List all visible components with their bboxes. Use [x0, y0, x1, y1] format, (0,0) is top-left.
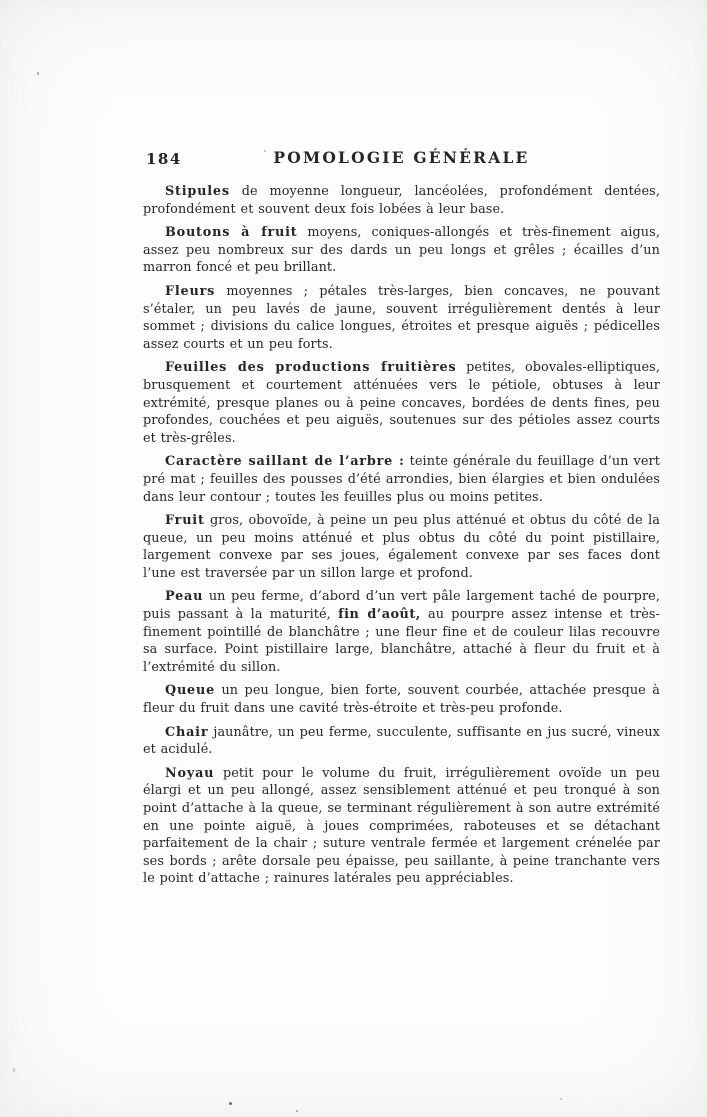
paragraph [143, 283, 660, 353]
paragraph [143, 682, 660, 717]
term-label: Fleurs [165, 283, 216, 299]
paragraph [143, 183, 660, 218]
scan-speck [229, 1102, 232, 1105]
term-label: Queue [165, 683, 216, 699]
term-label: Caractère saillant de l’arbre : [165, 454, 405, 470]
paragraph [143, 224, 660, 277]
paragraph-text: petites, obovales-elliptiques, brusquement et courtement atténuées vers le pétiole, obtuses à leur extrémité, presque planes ou à peine concaves, bordées de dents fines, peu profondes, couchées et peu aiguës, soutenues sur des pétioles assez courts et très-grêles. [143, 360, 660, 446]
page-content [143, 148, 660, 894]
paragraph [143, 512, 660, 582]
page-number: 184 [146, 150, 182, 168]
term-label: Chair [165, 724, 209, 740]
paragraph-text: petit pour le volume du fruit, irrégulièrement ovoïde un peu élargi et un peu allongé, assez sensiblement atténué et peu tronqué à son point d’attache à la queue, se terminant régulièrement à son autre extrémité en une pointe aiguë, à joues comprimées, raboteuses et se détachant parfaitement de la chair ; suture ventrale fermée et largement crénelée par ses bords ; arête dorsale peu épaisse, peu saillante, à peine tranchante vers le point d’attache ; rainures latérales peu appréciables. [143, 765, 660, 887]
scan-speck [37, 72, 39, 75]
term-label: Peau [165, 589, 204, 605]
paragraph-text: gros, obovoïde, à peine un peu plus atténué et obtus du côté de la queue, un peu moins atténué et plus obtus du côté du point pistillaire, largement convexe par ses joues, également convexe par ses faces dont l’une est traversée par un sillon large et profond. [143, 513, 660, 581]
term-label: Noyau [165, 765, 215, 781]
term-label: Fruit [165, 513, 205, 529]
paragraph-text: moyens, coniques-allongés et très-finement aigus, assez peu nombreux sur des dards un peu longs et grêles ; écailles d’un marron foncé et peu brillant. [143, 225, 660, 276]
term-label: Feuilles des productions fruitières [165, 360, 457, 376]
paragraph-text: un peu longue, bien forte, souvent courbée, attachée presque à fleur du fruit dans une cavité très-étroite et très-peu profonde. [143, 683, 660, 717]
paragraph [143, 765, 660, 888]
paragraph [143, 453, 660, 506]
paragraph-text: fin d’août, [338, 607, 421, 623]
term-label: Boutons à fruit [165, 225, 298, 241]
scan-speck [13, 1068, 15, 1072]
scan-speck [560, 1098, 562, 1100]
scan-speck [264, 150, 266, 152]
running-title: POMOLOGIE GÉNÉRALE [273, 148, 530, 167]
term-label: Stipules [165, 184, 230, 199]
page-header [143, 148, 660, 170]
paragraph-text: au pourpre assez intense et très-finement pointillé de blanchâtre ; une fleur fine et de couleur lilas recouvre sa surface. Point pistillaire large, blanchâtre, attaché à fleur du fruit et à l’extrémité du sillon. [143, 607, 660, 675]
paragraph-text: de moyenne longueur, lancéolées, profondément dentées, profondément et souvent deux fois lobées à leur base. [143, 184, 660, 217]
paragraph [143, 588, 660, 676]
paragraph [143, 359, 660, 447]
scan-speck [296, 1110, 298, 1112]
description-paragraphs [143, 183, 660, 888]
paragraph-text: jaunâtre, un peu ferme, succulente, suffisante en jus sucré, vineux et acidulé. [143, 724, 660, 758]
paragraph-text: moyennes ; pétales très-larges, bien concaves, ne pouvant s’étaler, un peu lavés de jaune, souvent irrégulièrement dentés à leur sommet ; divisions du calice longues, étroites et presque aiguës ; pédicelles assez courts et un peu forts. [143, 283, 660, 352]
paragraph-text: un peu ferme, d’abord d’un vert pâle largement taché de pourpre, puis passant à la maturité, [143, 589, 660, 623]
paragraph-text: teinte générale du feuillage d’un vert pré mat ; feuilles des pousses d’été arrondies, bien élargies et bien ondulées dans leur contour ; toutes les feuilles plus ou moins petites. [143, 454, 660, 505]
paragraph [143, 724, 660, 759]
